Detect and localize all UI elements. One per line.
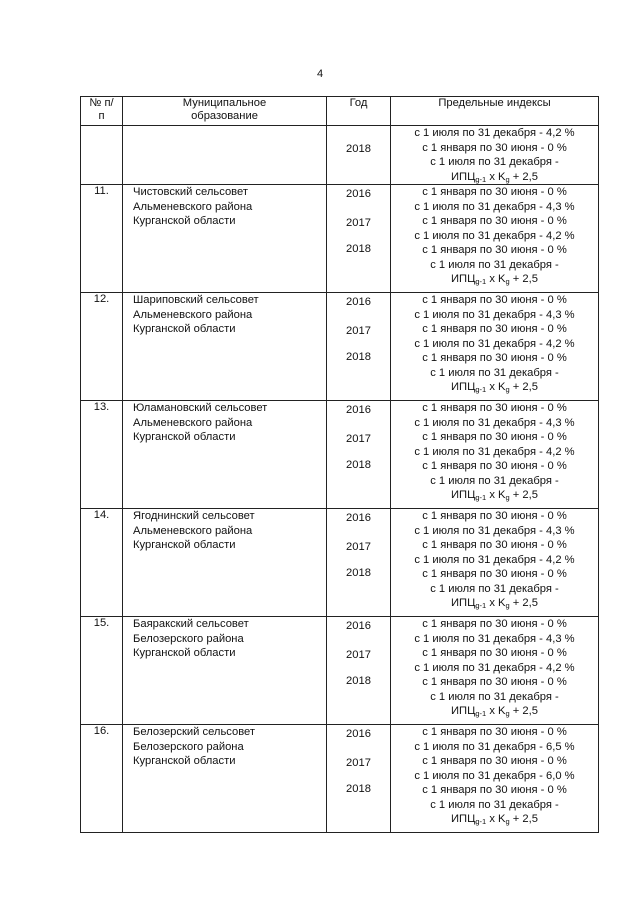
table-row [81, 725, 599, 833]
municipality-line: Курганской области [133, 539, 236, 551]
cell-municipality [123, 293, 327, 401]
cell-indices [391, 401, 599, 509]
index-line: с 1 июля по 31 декабря - [430, 156, 559, 168]
year-value: 2018 [346, 143, 371, 155]
table-row-continuation [81, 126, 599, 185]
index-line: с 1 июля по 31 декабря - 4,2 % [414, 445, 575, 458]
cell-num [81, 126, 123, 185]
year-value: 2018 [346, 675, 371, 687]
index-line: с 1 июля по 31 декабря - 4,3 % [414, 632, 575, 645]
municipality-line: Белозерского района [133, 740, 244, 753]
index-line: с 1 января по 30 июня - 0 % [422, 402, 567, 414]
year-value: 2018 [346, 243, 371, 255]
cell-num [81, 725, 123, 833]
cell-year [327, 185, 391, 293]
cell-municipality [123, 126, 327, 185]
row-number: 16. [93, 725, 110, 737]
index-formula: $ИПЦ_{g-1}$ х $K_g + 2,5$ [451, 705, 538, 718]
index-line: с 1 января по 30 июня - 0 % [422, 784, 567, 796]
index-formula: $ИПЦ_{g-1}$ х $K_g + 2,5$ [451, 597, 538, 610]
index-line: с 1 января по 30 июня - 0 % [422, 431, 567, 443]
year-value: 2018 [346, 567, 371, 579]
year-value: 2017 [346, 433, 371, 445]
index-formula: $ИПЦ_{g-1}$ х $K_g + 2,5$ [451, 813, 538, 826]
municipality-line: Юламановский сельсовет [133, 402, 268, 414]
index-line: с 1 июля по 31 декабря - [430, 366, 559, 379]
cell-municipality [123, 725, 327, 833]
year-value: 2017 [346, 325, 371, 337]
year-value: 2016 [346, 404, 371, 416]
municipality-line: Чистовский сельсовет [133, 186, 248, 198]
cell-year [327, 293, 391, 401]
row-number: 15. [93, 617, 110, 629]
cell-year [327, 509, 391, 617]
municipality-line: Белозерского района [133, 632, 244, 645]
index-line: с 1 июля по 31 декабря - 4,2 % [414, 127, 575, 139]
header-year: Год [327, 97, 391, 126]
page-number: 4 [316, 68, 324, 80]
row-number: 12. [93, 293, 110, 305]
table-row [81, 509, 599, 617]
index-formula: $ИПЦ_{g-1}$ х $K_g + 2,5$ [451, 489, 538, 502]
index-line: с 1 января по 30 июня - 0 % [422, 460, 567, 472]
cell-year [327, 126, 391, 185]
cell-indices [391, 185, 599, 293]
header-indices: Предельные индексы [391, 97, 599, 126]
row-number: 13. [93, 401, 110, 413]
cell-num [81, 401, 123, 509]
index-line: с 1 января по 30 июня - 0 % [422, 647, 567, 659]
year-value: 2017 [346, 541, 371, 553]
table-row [81, 185, 599, 293]
index-line: с 1 января по 30 июня - 0 % [422, 510, 567, 522]
table-row [81, 293, 599, 401]
index-line: с 1 июля по 31 декабря - 4,3 % [414, 200, 575, 213]
year-value: 2018 [346, 459, 371, 471]
municipality-line: Курганской области [133, 215, 236, 227]
index-line: с 1 июля по 31 декабря - 4,2 % [414, 337, 575, 350]
cell-municipality [123, 185, 327, 293]
index-line: с 1 июля по 31 декабря - 4,2 % [414, 661, 575, 674]
index-line: с 1 июля по 31 декабря - [430, 690, 559, 703]
year-value: 2017 [346, 757, 371, 769]
municipality-line: Курганской области [133, 755, 236, 767]
municipality-line: Альменевского района [133, 308, 253, 321]
cell-municipality [123, 401, 327, 509]
index-line: с 1 января по 30 июня - 0 % [422, 141, 567, 154]
municipality-line: Альменевского района [133, 200, 253, 213]
row-number: 14. [93, 509, 110, 521]
cell-year [327, 617, 391, 725]
row-number: 11. [94, 185, 109, 197]
index-line: с 1 июля по 31 декабря - [430, 258, 559, 271]
year-value: 2017 [346, 217, 371, 229]
header-municipality: Муниципальное образование [123, 97, 327, 126]
year-value: 2018 [346, 783, 371, 795]
index-line: с 1 января по 30 июня - 0 % [422, 539, 567, 551]
index-line: с 1 января по 30 июня - 0 % [422, 568, 567, 580]
index-line: с 1 июля по 31 декабря - 6,0 % [414, 769, 575, 782]
cell-year [327, 725, 391, 833]
cell-indices [391, 725, 599, 833]
index-line: с 1 января по 30 июня - 0 % [422, 618, 567, 630]
table-row [81, 401, 599, 509]
index-line: с 1 января по 30 июня - 0 % [422, 726, 567, 738]
header-num: № п/п [81, 97, 123, 126]
index-line: с 1 января по 30 июня - 0 % [422, 323, 567, 335]
year-value: 2016 [346, 296, 371, 308]
index-line: с 1 июля по 31 декабря - 6,5 % [414, 740, 575, 753]
cell-num [81, 293, 123, 401]
index-line: с 1 января по 30 июня - 0 % [422, 186, 567, 198]
index-line: с 1 января по 30 июня - 0 % [422, 244, 567, 256]
index-line: с 1 июля по 31 декабря - 4,2 % [414, 553, 575, 566]
cell-indices [391, 126, 599, 185]
index-line: с 1 января по 30 июня - 0 % [422, 294, 567, 306]
index-line: с 1 июля по 31 декабря - 4,2 % [414, 229, 575, 242]
cell-indices [391, 509, 599, 617]
index-line: с 1 января по 30 июня - 0 % [422, 755, 567, 767]
index-line: с 1 июля по 31 декабря - 4,3 % [414, 524, 575, 537]
cell-municipality [123, 617, 327, 725]
cell-year [327, 401, 391, 509]
year-value: 2016 [346, 188, 371, 200]
cell-num [81, 509, 123, 617]
municipality-line: Баяракский сельсовет [133, 618, 249, 630]
index-line: с 1 июля по 31 декабря - [430, 474, 559, 487]
index-formula: $ИПЦ_{g-1}$ х $K_g + 2,5$ [451, 170, 538, 184]
index-line: с 1 января по 30 июня - 0 % [422, 215, 567, 227]
cell-indices [391, 293, 599, 401]
cell-indices [391, 617, 599, 725]
municipality-line: Альменевского района [133, 416, 253, 429]
index-line: с 1 июля по 31 декабря - 4,3 % [414, 416, 575, 429]
index-formula: $ИПЦ_{g-1}$ х $K_g + 2,5$ [451, 273, 538, 286]
municipality-line: Шариповский сельсовет [133, 294, 259, 306]
municipality-line: Курганской области [133, 323, 236, 335]
index-line: с 1 января по 30 июня - 0 % [422, 352, 567, 364]
table-row [81, 617, 599, 725]
municipality-line: Белозерский сельсовет [133, 726, 256, 738]
municipality-line: Ягоднинский сельсовет [133, 510, 255, 522]
index-line: с 1 июля по 31 декабря - 4,3 % [414, 308, 575, 321]
indices-table [80, 96, 599, 833]
index-line: с 1 июля по 31 декабря - [430, 582, 559, 595]
table-header-row [81, 97, 599, 126]
year-value: 2016 [346, 512, 371, 524]
cell-num [81, 185, 123, 293]
municipality-line: Курганской области [133, 431, 236, 443]
index-line: с 1 июля по 31 декабря - [430, 798, 559, 811]
municipality-line: Альменевского района [133, 524, 253, 537]
municipality-line: Курганской области [133, 647, 236, 659]
year-value: 2016 [346, 620, 371, 632]
year-value: 2017 [346, 649, 371, 661]
year-value: 2016 [346, 728, 371, 740]
index-line: с 1 января по 30 июня - 0 % [422, 676, 567, 688]
year-value: 2018 [346, 351, 371, 363]
cell-municipality [123, 509, 327, 617]
cell-num [81, 617, 123, 725]
index-formula: $ИПЦ_{g-1}$ х $K_g + 2,5$ [451, 381, 538, 394]
